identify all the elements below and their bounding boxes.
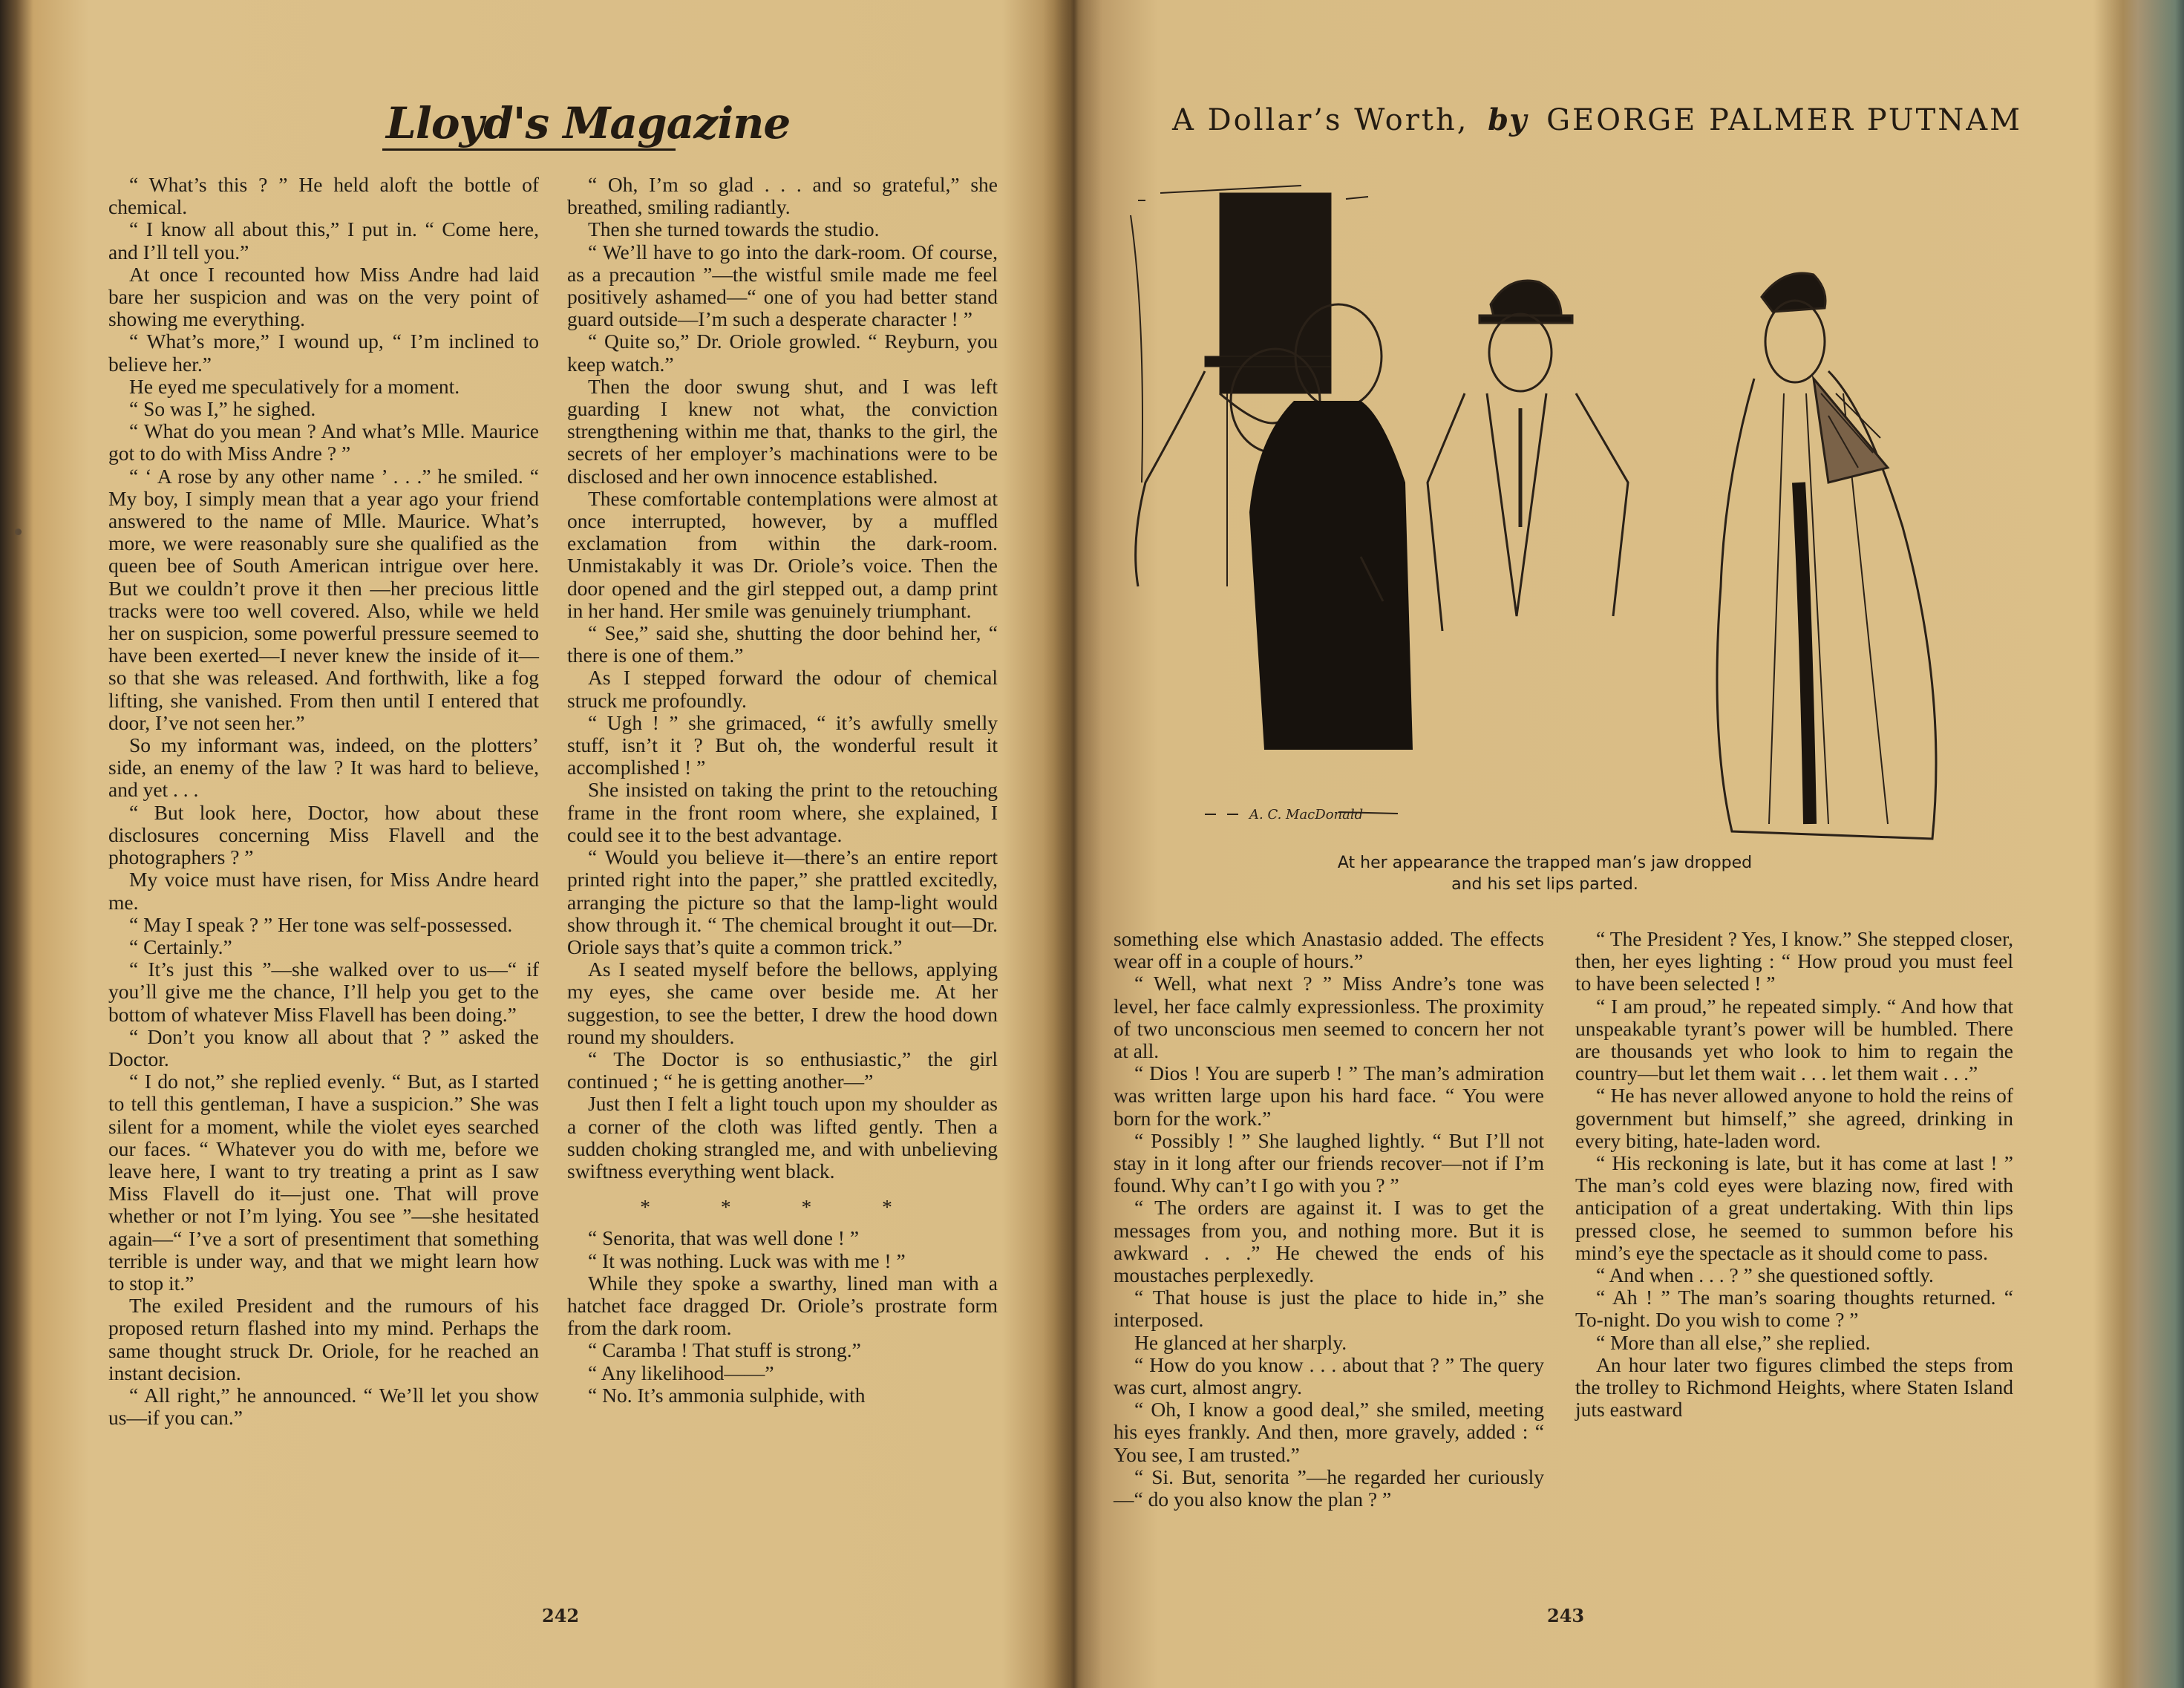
paragraph: Then the door swung shut, and I was left guarding I knew not what, the conviction strengthening within me that, thanks to the girl, the secrets of her employer’s machinations were to be disclosed and her own innocence established. <box>567 374 998 488</box>
paragraph: “ Oh, I know a good deal,” she smiled, meeting his eyes frankly. And then, more gravely, added : “ You see, I am trusted.” <box>1114 1398 1544 1466</box>
paragraph: “ What do you mean ? And what’s Mlle. Maurice got to do with Miss Andre ? ” <box>108 419 539 465</box>
margin-speck <box>15 529 22 535</box>
left-column-1 <box>108 174 539 1429</box>
paragraph: “ So was I,” he sighed. <box>129 397 316 421</box>
paragraph: “ Certainly.” <box>129 935 232 958</box>
paragraph: “ His reckoning is late, but it has come at last ! ” The man’s cold eyes were blazing now, fired with anticipation of a great undertaking. With thin lips pressed close, he seemed to summon before his mind’s eye the spectacle as it should come to pass. <box>1575 1151 2013 1264</box>
paragraph: As I seated myself before the bellows, applying my eyes, she came over beside me. At her suggestion, to see the better, I drew the hood down round my shoulders. <box>567 958 998 1048</box>
paragraph: “ I am proud,” he repeated simply. “ And how that unspeakable tyrant’s power will be humbled. There are thousands yet who look to him to regain the country—but let them wait . . . let them wait . . .” <box>1575 994 2013 1085</box>
paragraph: “ It’s just this ”—she walked over to us—“ if you’ll give me the chance, I’ll help you get to the bottom of whatever Miss Flavell has been doing.” <box>108 958 539 1026</box>
right-column-1 <box>1114 928 1544 1511</box>
paragraph: “ Quite so,” Dr. Oriole growled. “ Reyburn, you keep watch.” <box>567 330 998 376</box>
paragraph: “ Ah ! ” The man’s soaring thoughts returned. “ To-night. Do you wish to come ? ” <box>1575 1286 2013 1332</box>
paragraph: “ Si. But, senorita ”—he regarded her curiously—“ do you also know the plan ? ” <box>1114 1465 1544 1511</box>
paragraph: “ That house is just the place to hide in,” she interposed. <box>1114 1286 1544 1332</box>
paragraph: As I stepped forward the odour of chemical struck me profoundly. <box>567 666 998 712</box>
paragraph: “ The President ? Yes, I know.” She stepped closer, then, her eyes lighting : “ How proud you must feel to have been selected ! ” <box>1575 927 2013 995</box>
paragraph: He eyed me speculatively for a moment. <box>129 374 460 398</box>
right-column-2 <box>1575 928 2013 1421</box>
paragraph: “ Don’t you know all about that ? ” asked the Doctor. <box>108 1024 539 1070</box>
paragraph: “ Well, what next ? ” Miss Andre’s tone was level, her face calmly expressionless. The proximity of two unconscious men seemed to concern her not at all. <box>1114 972 1544 1063</box>
figure-man-bowler-hat <box>1428 281 1628 631</box>
pen-and-ink-illustration <box>1116 171 2036 883</box>
masthead: Lloyd's Magazine <box>386 98 791 148</box>
story-title: A Dollar’s Worth, <box>1172 103 1469 137</box>
paragraph: “ Any likelihood——” <box>588 1361 774 1384</box>
paragraph: “ He has never allowed anyone to hold the reins of government but himself,” she agreed, drinking in every biting, hate-laden word. <box>1575 1084 2013 1152</box>
paragraph: These comfortable contemplations were almost at once interrupted, however, by a muffled exclamation from within the dark-room. Unmistakably it was Dr. Oriole’s voice. Then the door opened and the girl stepped out, a damp print in her hand. Her smile was genuinely triumphant. <box>567 486 998 622</box>
paragraph: “ Ugh ! ” she grimaced, “ it’s awfully smelly stuff, isn’t it ? But oh, the wonderful result it accomplished ! ” <box>567 710 998 779</box>
paragraph: “ We’ll have to go into the dark-room. Of course, as a precaution ”—the wistful smile made me feel positively ashamed—“ one of you had better stand guard outside—I’m such a desperate character ! ” <box>567 240 998 331</box>
paragraph: “ Caramba ! That stuff is strong.” <box>588 1338 861 1362</box>
left-page <box>0 0 1070 1688</box>
caption-line: At her appearance the trapped man’s jaw dropped <box>1337 854 1753 872</box>
section-break-asterisks: * * * * <box>640 1195 925 1219</box>
paragraph: “ More than all else,” she replied. <box>1596 1330 1871 1354</box>
paragraph: “ Possibly ! ” She laughed lightly. “ But I’ll not stay in it long after our friends recover—not if I’m found. Why can’t I go with you ? ” <box>1114 1128 1544 1197</box>
artist-signature: A. C. MacDonald <box>1249 807 1364 822</box>
paragraph: He glanced at her sharply. <box>1134 1330 1347 1354</box>
paragraph: “ I do not,” she replied evenly. “ But, as I started to tell this gentleman, I have a suspicion.” She was silent for a moment, while the violet eyes searched our faces. “ Whatever you do with me, before we leave here, I want to try treating a print as I saw Miss Flavell do it—just one. That will prove whether or not I’m lying. You see ”—she hesitated again—“ I’ve a sort of presentiment that something terrible is under way, and that we might learn how to stop it.” <box>108 1070 539 1295</box>
paragraph: “ But look here, Doctor, how about these disclosures concerning Miss Flavell and the photographers ? ” <box>108 800 539 869</box>
paragraph: “ Oh, I’m so glad . . . and so grateful,” she breathed, smiling radiantly. <box>567 173 998 219</box>
paragraph: “ Dios ! You are superb ! ” The man’s admiration was written large upon his hard face. “ You were born for the work.” <box>1114 1061 1544 1130</box>
paragraph: She insisted on taking the print to the retouching frame in the front room where, she explained, I could see it to the best advantage. <box>567 778 998 846</box>
sketch-left-line <box>1131 215 1142 482</box>
right-page <box>1070 0 2139 1688</box>
paragraph: An hour later two figures climbed the steps from the trolley to Richmond Heights, where Staten Island juts eastward <box>1575 1352 2013 1422</box>
paragraph: Then she turned towards the studio. <box>588 217 880 241</box>
paragraph: “ It was nothing. Luck was with me ! ” <box>588 1249 906 1272</box>
paragraph: “ The Doctor is so enthusiastic,” the girl continued ; “ he is getting another—” <box>567 1047 998 1093</box>
byline-word: by <box>1488 102 1528 137</box>
running-head <box>1172 102 2063 137</box>
paragraph: “ And when . . . ? ” she questioned softly. <box>1596 1263 1934 1287</box>
paragraph: “ I know all about this,” I put in. “ Come here, and I’ll tell you.” <box>108 217 539 264</box>
paragraph: “ What’s this ? ” He held aloft the bottle of chemical. <box>108 173 539 219</box>
page-number: 242 <box>542 1605 580 1626</box>
paragraph: My voice must have risen, for Miss Andre heard me. <box>108 868 539 914</box>
paragraph: “ See,” said she, shutting the door behind her, “ there is one of them.” <box>567 621 998 667</box>
paragraph: “ ‘ A rose by any other name ’ . . .” he smiled. “ My boy, I simply mean that a year ago your friend answered to the name of Mlle. Maurice. What’s more, we were reasonably sure she qualified as the queen bee of South American intrigue over here. But we couldn’t prove it then —her precious little tracks were too well covered. Also, while we held her on suspicion, some powerful pressure seemed to have been exerted—I never knew the inside of it—so that she was released. And forthwith, like a fog lifting, she vanished. From then until I entered that door, I’ve not seen her.” <box>108 464 539 734</box>
page-number: 243 <box>1547 1605 1585 1626</box>
illustration-caption <box>1248 852 1842 895</box>
paragraph: “ All right,” he announced. “ We’ll let you show us—if you can.” <box>108 1383 539 1430</box>
paragraph: something else which Anastasio added. The effects wear off in a couple of hours.” <box>1114 927 1544 973</box>
paragraph: “ No. It’s ammonia sulphide, with <box>588 1383 866 1407</box>
paragraph: So my informant was, indeed, on the plotters’ side, an enemy of the law ? It was hard to believe, and yet . . . <box>108 733 539 802</box>
author-name: GEORGE PALMER PUTNAM <box>1546 103 2023 137</box>
paragraph: “ How do you know . . . about that ? ” The query was curt, almost angry. <box>1114 1352 1544 1399</box>
paragraph: The exiled President and the rumours of his proposed return flashed into my mind. Perhaps the same thought struck Dr. Oriole, for he reached an instant decision. <box>108 1294 539 1384</box>
paragraph: While they spoke a swarthy, lined man with a hatchet face dragged Dr. Oriole’s prostrate form from the dark room. <box>567 1271 998 1340</box>
paragraph: Just then I felt a light touch upon my shoulder as a corner of the cloth was lifted gently. Then a sudden choking strangled me, and with unbelieving swiftness everything went black. <box>567 1092 998 1182</box>
paragraph: “ May I speak ? ” Her tone was self-possessed. <box>129 912 513 936</box>
masthead-underline <box>382 148 676 151</box>
left-column-2 <box>567 174 998 1407</box>
paragraph: “ The orders are against it. I was to get the messages from you, and nothing more. But it is awkward . . .” He chewed the ends of his moustaches perplexedly. <box>1114 1196 1544 1287</box>
paragraph: “ Senorita, that was well done ! ” <box>588 1226 860 1250</box>
paragraph: At once I recounted how Miss Andre had laid bare her suspicion and was on the very point of showing me everything. <box>108 262 539 331</box>
figure-woman-in-cloak <box>1717 273 1936 839</box>
paragraph: “ Would you believe it—there’s an entire report printed right into the paper,” she prattled excitedly, arranging the picture so that the lamp-light would show through it. “ The chemical brought it out—Dr. Oriole says that’s quite a common trick.” <box>567 845 998 958</box>
paragraph: “ What’s more,” I wound up, “ I’m inclined to believe her.” <box>108 330 539 376</box>
caption-line: and his set lips parted. <box>1451 875 1638 894</box>
